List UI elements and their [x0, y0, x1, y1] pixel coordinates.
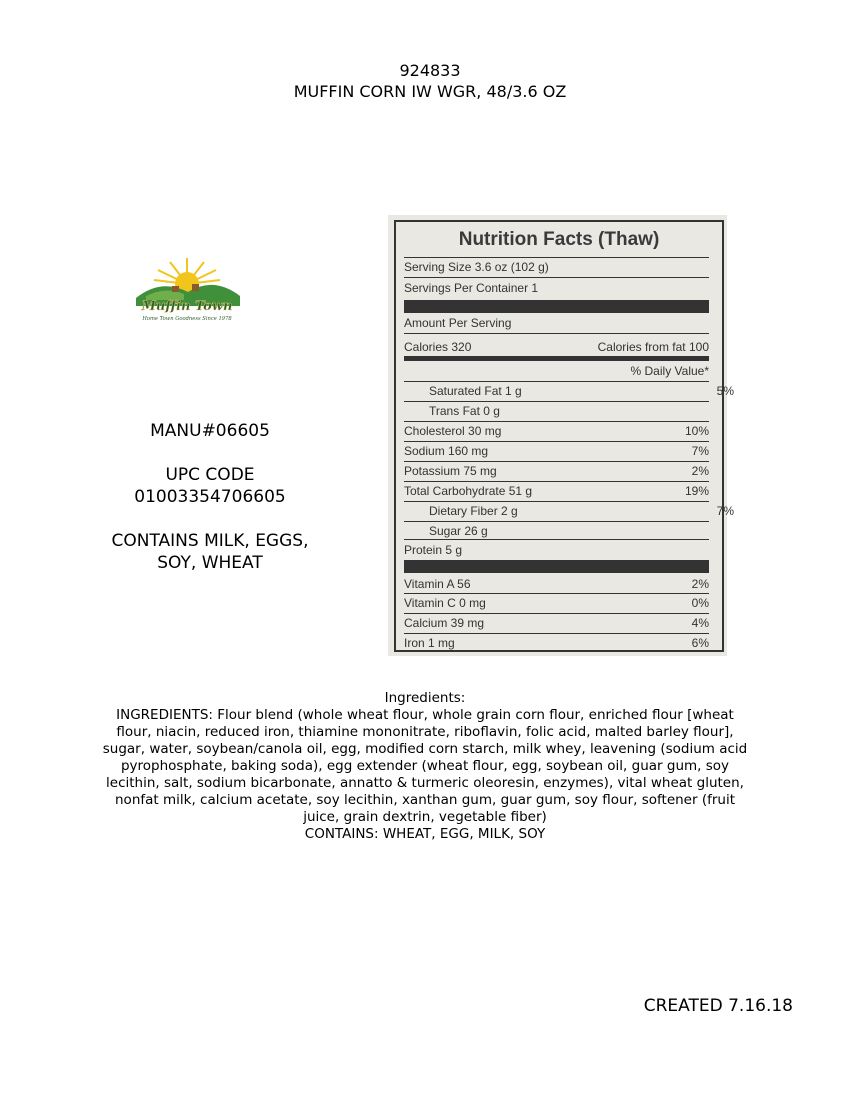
product-name: MUFFIN CORN IW WGR, 48/3.6 OZ: [293, 82, 567, 101]
divider: [404, 333, 709, 334]
thick-divider: [404, 560, 709, 573]
ingredients-contains: CONTAINS: WHEAT, EGG, MILK, SOY: [304, 826, 546, 842]
iron-row: Iron 1 mg 6%: [404, 636, 709, 650]
upc-label: UPC CODE: [165, 465, 255, 485]
trans-fat-row: Trans Fat 0 g: [429, 404, 500, 418]
dietary-fiber-row: Dietary Fiber 2 g 7%: [429, 504, 734, 518]
cholesterol-row: Cholesterol 30 mg 10%: [404, 424, 709, 438]
item-number: 924833: [399, 61, 461, 80]
sugar-row: Sugar 26 g: [429, 524, 488, 538]
ingredients-section: [100, 690, 750, 843]
calcium-row: Calcium 39 mg 4%: [404, 616, 709, 630]
page-header: [0, 60, 850, 102]
sodium-row: Sodium 160 mg 7%: [404, 444, 709, 458]
daily-value-header: % Daily Value*: [630, 364, 709, 378]
muffin-town-logo-image: [126, 256, 248, 336]
serving-size: Serving Size 3.6 oz (102 g): [404, 260, 549, 274]
protein-row: Protein 5 g: [404, 543, 463, 557]
calories-from-fat: Calories from fat 100: [597, 340, 709, 354]
svg-text:Muffin Town: Muffin Town: [141, 299, 233, 314]
servings-per-container: Servings Per Container 1: [404, 281, 539, 295]
ingredients-text: INGREDIENTS: Flour blend (whole wheat flour, whole grain corn flour, enriched flour [wheat flour, niacin, reduced iron, thiamine mononitrate, riboflavin, folic acid, malted barley flour], sugar, water, soybean/canola oil, egg, modified corn starch, milk whey, leavening (sodium acid pyrophosphate, baking soda), egg extender (wheat flour, egg, soybean oil, guar gum, soy lecithin, salt, sodium bicarbonate, annatto & turmeric oleoresin, enzymes), vital wheat gluten, nonfat milk, calcium acetate, soy lecithin, xanthan gum, guar gum, soy flour, softener (fruit juice, grain dextrin, vegetable fiber): [102, 707, 748, 825]
created-date: CREATED 7.16.18: [643, 996, 793, 1016]
calories-row: [404, 337, 709, 357]
potassium-row: Potassium 75 mg 2%: [404, 464, 709, 478]
calories: Calories 320: [404, 340, 472, 354]
allergen-line-2: SOY, WHEAT: [157, 553, 263, 573]
allergen-line-1: CONTAINS MILK, EGGS,: [111, 531, 309, 551]
amount-per-serving: Amount Per Serving: [404, 316, 512, 330]
total-carbohydrate-row: Total Carbohydrate 51 g 19%: [404, 484, 709, 498]
upc-code: 01003354706605: [134, 487, 286, 507]
brand-logo: [126, 256, 248, 336]
manu-number: MANU#06605: [150, 421, 270, 441]
saturated-fat-row: Saturated Fat 1 g 5%: [429, 384, 734, 398]
thick-divider: [404, 300, 709, 313]
ingredients-heading: Ingredients:: [384, 690, 466, 706]
vitamin-c-row: Vitamin C 0 mg 0%: [404, 596, 709, 610]
nutrition-facts-panel: [388, 215, 734, 656]
nutrition-title: Nutrition Facts (Thaw): [458, 229, 660, 250]
svg-text:Home Town Goodness Since 1978: Home Town Goodness Since 1978: [142, 316, 232, 322]
nutrition-facts-label: [394, 220, 734, 652]
vitamin-a-row: Vitamin A 56 2%: [404, 577, 709, 591]
